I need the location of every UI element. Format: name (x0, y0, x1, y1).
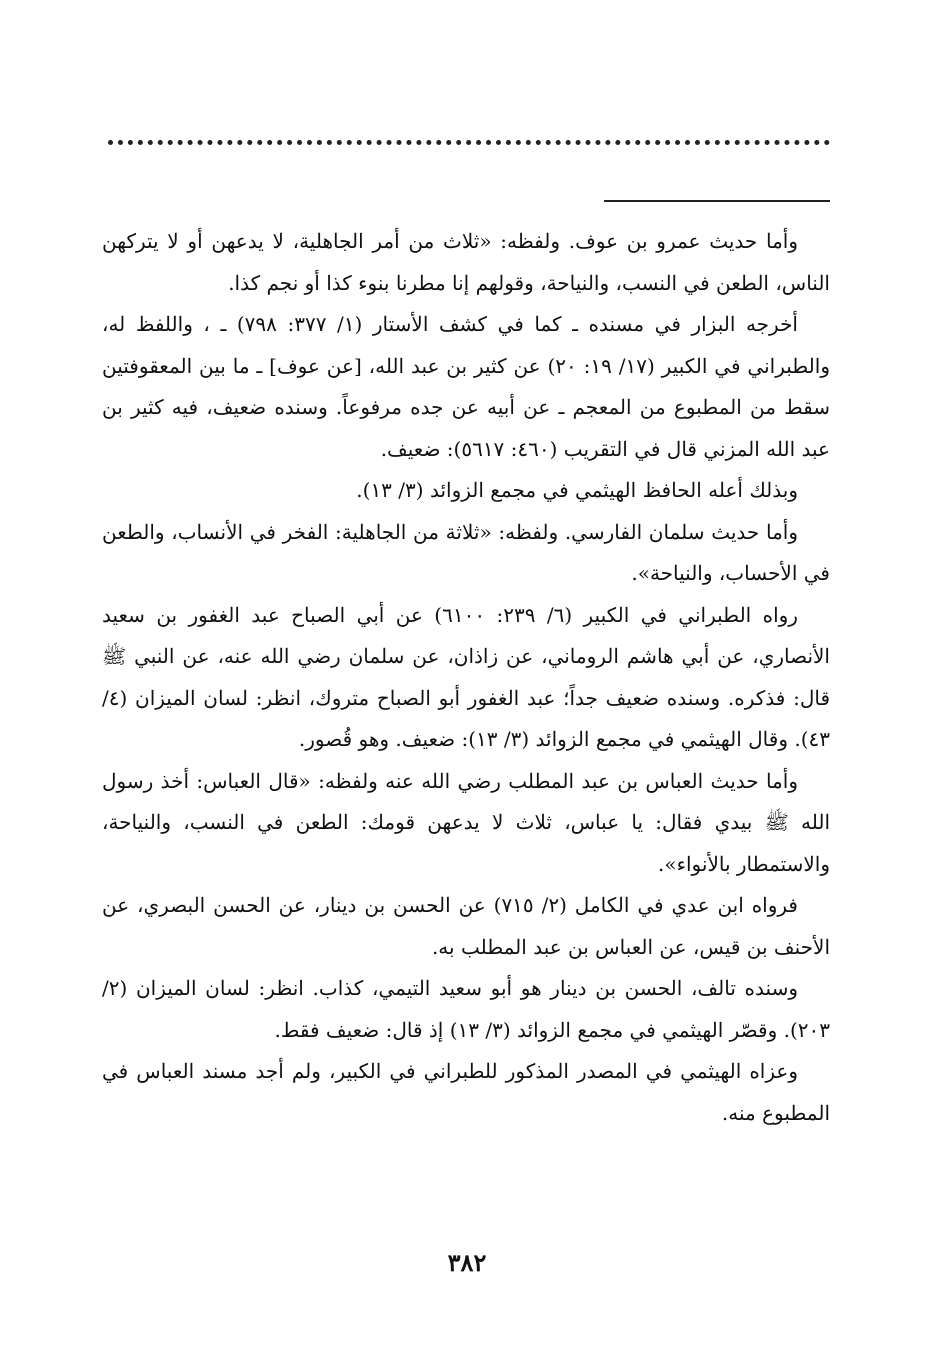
footnote-rule (604, 200, 830, 202)
paragraph-salman-takhrij: رواه الطبراني في الكبير (٦/ ٢٣٩: ٦١٠٠) عن أبي الصباح عبد الغفور بن سعيد الأنصاري، عن أبي هاشم الروماني، عن زاذان، عن سلمان رضي الله عنه، عن النبي ﷺ قال: فذكره. وسنده ضعيف جداً؛ عبد الغفور أبو الصباح متروك، انظر: لسان الميزان (٤/ ٤٣). وقال الهيثمي في مجمع الزوائد (٣/ ١٣): ضعيف. وهو قُصور. (102, 602, 830, 751)
footnote-text (102, 221, 830, 1134)
paragraph-salman-hadith: وأما حديث سلمان الفارسي. ولفظه: «ثلاثة من الجاهلية: الفخر في الأنساب، والطعن في الأحساب، والنياحة». (102, 519, 830, 585)
paragraph-amr-takhrij: أخرجه البزار في مسنده ـ كما في كشف الأستار (١/ ٣٧٧: ٧٩٨) ـ ، واللفظ له، والطبراني في الكبير (١٧/ ١٩: ٢٠) عن كثير بن عبد الله، [عن عوف] ـ ما بين المعقوفتين سقط من المطبوع من المعجم ـ عن أبيه عن جده مرفوعاً. وسنده ضعيف، فيه كثير بن عبد الله المزني قال في التقريب (٤٦٠: ٥٦١٧): ضعيف. (102, 312, 830, 461)
paragraph-amr-hadith: وأما حديث عمرو بن عوف. ولفظه: «ثلاث من أمر الجاهلية، لا يدعهن أو لا يتركهن الناس، الطعن في النسب، والنياحة، وقولهم إنا مطرنا بنوء كذا أو نجم كذا. (102, 229, 830, 295)
paragraph-haythami-illah: وبذلك أعله الحافظ الهيثمي في مجمع الزوائد (٣/ ١٣). (356, 478, 798, 502)
page-number: ٣٨٢ (447, 1248, 487, 1277)
paragraph-abbas-takhrij: فرواه ابن عدي في الكامل (٢/ ٧١٥) عن الحسن بن دينار، عن الحسن البصري، عن الأحنف بن قيس، عن العباس بن عبد المطلب به. (102, 893, 830, 959)
paragraph-abbas-isnad: وسنده تالف، الحسن بن دينار هو أبو سعيد التيمي، كذاب. انظر: لسان الميزان (٢/ ٢٠٣). وقصّر الهيثمي في مجمع الزوائد (٣/ ١٣) إذ قال: ضعيف فقط. (102, 976, 830, 1042)
paragraph-abbas-attribution: وعزاه الهيثمي في المصدر المذكور للطبراني في الكبير، ولم أجد مسند العباس في المطبوع منه. (102, 1059, 830, 1125)
paragraph-abbas-hadith: وأما حديث العباس بن عبد المطلب رضي الله عنه ولفظه: «قال العباس: أخذ رسول الله ﷺ بيدي فقال: يا عباس، ثلاث لا يدعهن قومك: الطعن في النسب، والنياحة، والاستمطار بالأنواء». (102, 768, 830, 876)
dotted-separator (108, 140, 830, 157)
